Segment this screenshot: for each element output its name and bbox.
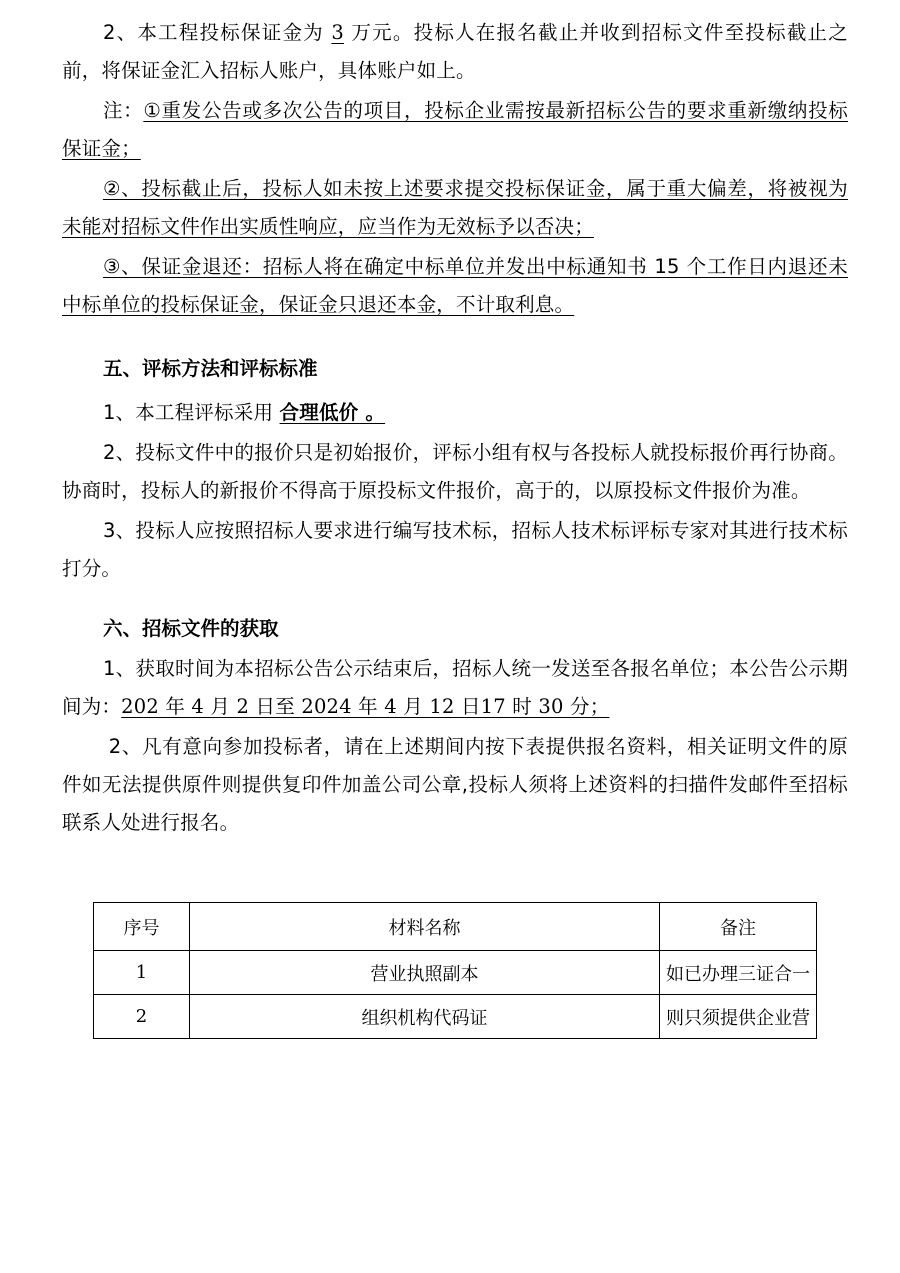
table-row	[94, 995, 817, 1039]
paragraph-eval-method	[62, 394, 848, 432]
deposit-amount-value: 3	[331, 21, 344, 44]
paragraph-note-3	[62, 248, 848, 324]
text-run-underlined: ②、投标截止后，投标人如未按上述要求提交投标保证金，属于重大偏差，将被视为未能对招标文件作出实质性响应，应当作为无效标予以否决；	[62, 177, 848, 239]
cell-name: 组织机构代码证	[190, 995, 660, 1039]
materials-table	[93, 902, 817, 1039]
table-row	[94, 951, 817, 995]
cell-note: 如已办理三证合一	[660, 951, 817, 995]
text-run: 注：	[102, 99, 144, 123]
cell-no: 1	[94, 951, 190, 995]
text-run-underlined: ①重发公告或多次公告的项目，投标企业需按最新招标公告的要求重新缴纳投标保证金；	[62, 99, 849, 161]
table-header-no: 序号	[94, 903, 190, 951]
cell-note: 则只须提供企业营	[660, 995, 817, 1039]
paragraph-get-time	[62, 650, 848, 726]
text-run-underlined: ③、保证金退还：招标人将在确定中标单位并发出中标通知书 15 个工作日内退还未中标单位的投标保证金，保证金只退还本金，不计取利息。	[62, 255, 848, 317]
paragraph-deposit-amount	[62, 14, 848, 90]
paragraph-note-1	[62, 92, 848, 168]
paragraph-eval-tech	[62, 512, 848, 588]
text-run: 2、凡有意向参加投标者，请在上述期间内按下表提供报名资料，相关证明文件的原件如无法提供原件则提供复印件加盖公司公章,投标人须将上述资料的扫描件发邮件至招标联系人处进行报名。	[62, 735, 848, 835]
text-run: 1、本工程评标采用	[102, 401, 280, 425]
table-header-name: 材料名称	[190, 903, 660, 951]
paragraph-note-2	[62, 170, 848, 246]
heading-section-five: 五、评标方法和评标标准	[102, 357, 318, 381]
paragraph-registration	[62, 728, 848, 842]
cell-name: 营业执照副本	[190, 951, 660, 995]
table-header-row	[94, 903, 817, 951]
cell-no: 2	[94, 995, 190, 1039]
table-header-note: 备注	[660, 903, 817, 951]
text-run: 3、投标人应按照招标人要求进行编写技术标，招标人技术标评标专家对其进行技术标打分。	[62, 519, 848, 581]
text-run: 2、本工程投标保证金为	[102, 21, 332, 44]
paragraph-eval-negotiation	[62, 434, 848, 510]
text-run: 2、投标文件中的报价只是初始报价，评标小组有权与各投标人就投标报价再行协商。协商时，投标人的新报价不得高于原投标文件报价，高于的，以原投标文件报价为准。	[62, 441, 848, 503]
heading-section-six: 六、招标文件的获取	[102, 617, 279, 641]
announcement-period-value: 202 年 4 月 2 日至 2024 年 4 月 12 日17 时 30 分；	[121, 695, 610, 719]
text-run: 1、获取时间为本招标公告公示结束后，招标人统一发送至各报名单位；本公告公示期间为：	[62, 657, 848, 719]
text-run: 万元。投标人在报名截止并收到招标文件至投标截止之前，将保证金汇入招标人账户，具体账户如上。	[62, 21, 848, 83]
eval-method-value: 合理低价 。	[279, 401, 386, 425]
